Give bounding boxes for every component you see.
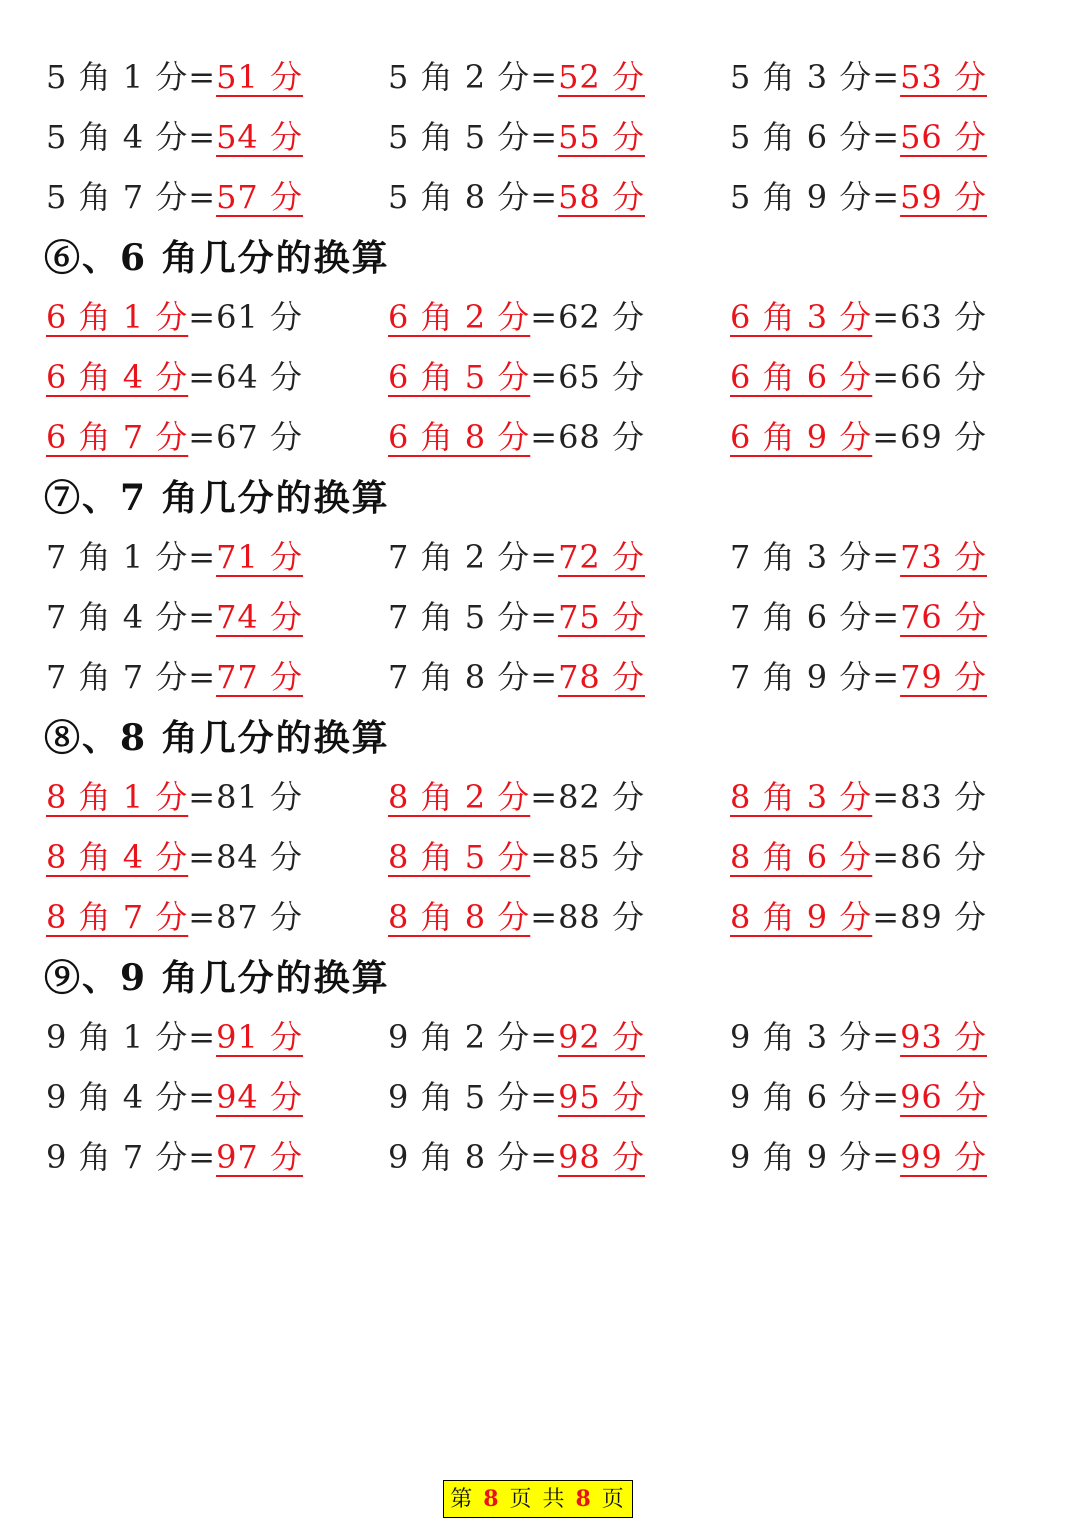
exercise-item bbox=[388, 1072, 645, 1122]
answer-text: 59 分 bbox=[900, 178, 987, 216]
exercise-item bbox=[388, 1132, 645, 1182]
exercise-item bbox=[46, 592, 303, 642]
exercise-item bbox=[46, 352, 303, 402]
answer-text: 52 分 bbox=[558, 58, 645, 96]
answer-text: 92 分 bbox=[558, 1018, 645, 1056]
question-text: 7 角 8 分= bbox=[388, 658, 559, 696]
answer-text: 6 角 7 分 bbox=[46, 418, 189, 456]
section-heading-6: ⑥、6 角几分的换算 bbox=[44, 237, 390, 279]
block8-row-1 bbox=[0, 772, 1080, 832]
question-text: 7 角 7 分= bbox=[46, 658, 217, 696]
exercise-item bbox=[46, 172, 303, 222]
question-text: =66 分 bbox=[872, 358, 987, 396]
exercise-item bbox=[46, 52, 303, 102]
question-text: 7 角 2 分= bbox=[388, 538, 559, 576]
exercise-item bbox=[730, 412, 987, 462]
question-text: 9 角 9 分= bbox=[730, 1138, 901, 1176]
answer-text: 8 角 4 分 bbox=[46, 838, 189, 876]
page-number: 8 bbox=[483, 1486, 501, 1512]
question-text: 5 角 2 分= bbox=[388, 58, 559, 96]
question-text: 7 角 3 分= bbox=[730, 538, 901, 576]
answer-text: 6 角 2 分 bbox=[388, 298, 531, 336]
exercise-item bbox=[730, 1132, 987, 1182]
question-text: =69 分 bbox=[872, 418, 987, 456]
answer-text: 78 分 bbox=[558, 658, 645, 696]
exercise-item bbox=[46, 1132, 303, 1182]
block6-row-1 bbox=[0, 292, 1080, 352]
block9-row-2 bbox=[0, 1072, 1080, 1132]
exercise-item bbox=[388, 592, 645, 642]
question-text: 7 角 6 分= bbox=[730, 598, 901, 636]
exercise-item bbox=[46, 892, 303, 942]
block8-row-3 bbox=[0, 892, 1080, 952]
question-text: =63 分 bbox=[872, 298, 987, 336]
question-text: =89 分 bbox=[872, 898, 987, 936]
block7-row-3 bbox=[0, 652, 1080, 712]
exercise-item bbox=[730, 652, 987, 702]
question-text: 5 角 9 分= bbox=[730, 178, 901, 216]
answer-text: 98 分 bbox=[558, 1138, 645, 1176]
question-text: 9 角 1 分= bbox=[46, 1018, 217, 1056]
exercise-item bbox=[46, 832, 303, 882]
answer-text: 8 角 2 分 bbox=[388, 778, 531, 816]
answer-text: 6 角 1 分 bbox=[46, 298, 189, 336]
question-text: 7 角 5 分= bbox=[388, 598, 559, 636]
exercise-item bbox=[388, 52, 645, 102]
exercise-item bbox=[730, 532, 987, 582]
block8-row-2 bbox=[0, 832, 1080, 892]
question-text: 5 角 8 分= bbox=[388, 178, 559, 216]
answer-text: 6 角 5 分 bbox=[388, 358, 531, 396]
page-indicator bbox=[443, 1480, 633, 1518]
question-text: =82 分 bbox=[530, 778, 645, 816]
page-middle: 页 共 bbox=[500, 1487, 576, 1512]
exercise-item bbox=[388, 112, 645, 162]
answer-text: 75 分 bbox=[558, 598, 645, 636]
exercise-item bbox=[388, 832, 645, 882]
answer-text: 56 分 bbox=[900, 118, 987, 156]
question-text: =61 分 bbox=[188, 298, 303, 336]
question-text: =65 分 bbox=[530, 358, 645, 396]
answer-text: 95 分 bbox=[558, 1078, 645, 1116]
answer-text: 94 分 bbox=[216, 1078, 303, 1116]
question-text: =83 分 bbox=[872, 778, 987, 816]
question-text: 5 角 6 分= bbox=[730, 118, 901, 156]
exercise-item bbox=[46, 1012, 303, 1062]
answer-text: 6 角 3 分 bbox=[730, 298, 873, 336]
answer-text: 6 角 4 分 bbox=[46, 358, 189, 396]
question-text: =86 分 bbox=[872, 838, 987, 876]
question-text: =87 分 bbox=[188, 898, 303, 936]
question-text: 9 角 5 分= bbox=[388, 1078, 559, 1116]
exercise-item bbox=[730, 1072, 987, 1122]
exercise-item bbox=[388, 292, 645, 342]
question-text: 9 角 4 分= bbox=[46, 1078, 217, 1116]
block6-row-3 bbox=[0, 412, 1080, 472]
block6-row-2 bbox=[0, 352, 1080, 412]
question-text: =67 分 bbox=[188, 418, 303, 456]
block9-row-3 bbox=[0, 1132, 1080, 1192]
block5-row-2 bbox=[0, 112, 1080, 172]
answer-text: 77 分 bbox=[216, 658, 303, 696]
question-text: =62 分 bbox=[530, 298, 645, 336]
answer-text: 6 角 8 分 bbox=[388, 418, 531, 456]
block7-row-1 bbox=[0, 532, 1080, 592]
answer-text: 57 分 bbox=[216, 178, 303, 216]
exercise-item bbox=[730, 892, 987, 942]
answer-text: 71 分 bbox=[216, 538, 303, 576]
answer-text: 6 角 9 分 bbox=[730, 418, 873, 456]
question-text: 5 角 1 分= bbox=[46, 58, 217, 96]
exercise-item bbox=[730, 832, 987, 882]
question-text: 9 角 6 分= bbox=[730, 1078, 901, 1116]
answer-text: 97 分 bbox=[216, 1138, 303, 1176]
question-text: =81 分 bbox=[188, 778, 303, 816]
exercise-item bbox=[388, 1012, 645, 1062]
question-text: =68 分 bbox=[530, 418, 645, 456]
block5-row-3 bbox=[0, 172, 1080, 232]
exercise-item bbox=[46, 1072, 303, 1122]
answer-text: 79 分 bbox=[900, 658, 987, 696]
exercise-item bbox=[388, 172, 645, 222]
exercise-item bbox=[730, 172, 987, 222]
block9-row-1 bbox=[0, 1012, 1080, 1072]
question-text: 9 角 2 分= bbox=[388, 1018, 559, 1056]
answer-text: 8 角 9 分 bbox=[730, 898, 873, 936]
exercise-item bbox=[730, 352, 987, 402]
exercise-item bbox=[46, 112, 303, 162]
question-text: 5 角 3 分= bbox=[730, 58, 901, 96]
section-heading-9: ⑨、9 角几分的换算 bbox=[44, 957, 390, 999]
answer-text: 96 分 bbox=[900, 1078, 987, 1116]
exercise-item bbox=[388, 352, 645, 402]
answer-text: 6 角 6 分 bbox=[730, 358, 873, 396]
exercise-item bbox=[388, 772, 645, 822]
answer-text: 8 角 8 分 bbox=[388, 898, 531, 936]
answer-text: 73 分 bbox=[900, 538, 987, 576]
exercise-item bbox=[730, 112, 987, 162]
page-suffix: 页 bbox=[592, 1487, 626, 1512]
exercise-item bbox=[46, 292, 303, 342]
page-total: 8 bbox=[575, 1486, 593, 1512]
answer-text: 72 分 bbox=[558, 538, 645, 576]
answer-text: 51 分 bbox=[216, 58, 303, 96]
question-text: 9 角 8 分= bbox=[388, 1138, 559, 1176]
answer-text: 55 分 bbox=[558, 118, 645, 156]
answer-text: 8 角 6 分 bbox=[730, 838, 873, 876]
question-text: 5 角 7 分= bbox=[46, 178, 217, 216]
section-heading-8: ⑧、8 角几分的换算 bbox=[44, 717, 390, 759]
exercise-item bbox=[46, 772, 303, 822]
exercise-item bbox=[730, 292, 987, 342]
answer-text: 53 分 bbox=[900, 58, 987, 96]
exercise-item bbox=[46, 412, 303, 462]
question-text: =88 分 bbox=[530, 898, 645, 936]
question-text: 7 角 9 分= bbox=[730, 658, 901, 696]
exercise-item bbox=[730, 1012, 987, 1062]
question-text: 7 角 4 分= bbox=[46, 598, 217, 636]
answer-text: 91 分 bbox=[216, 1018, 303, 1056]
block7-row-2 bbox=[0, 592, 1080, 652]
answer-text: 8 角 5 分 bbox=[388, 838, 531, 876]
exercise-item bbox=[730, 772, 987, 822]
exercise-item bbox=[46, 532, 303, 582]
question-text: 9 角 3 分= bbox=[730, 1018, 901, 1056]
answer-text: 8 角 1 分 bbox=[46, 778, 189, 816]
section-heading-7: ⑦、7 角几分的换算 bbox=[44, 477, 390, 519]
question-text: 5 角 4 分= bbox=[46, 118, 217, 156]
exercise-item bbox=[388, 532, 645, 582]
question-text: =85 分 bbox=[530, 838, 645, 876]
question-text: =64 分 bbox=[188, 358, 303, 396]
exercise-item bbox=[388, 892, 645, 942]
answer-text: 99 分 bbox=[900, 1138, 987, 1176]
question-text: 7 角 1 分= bbox=[46, 538, 217, 576]
question-text: 9 角 7 分= bbox=[46, 1138, 217, 1176]
exercise-item bbox=[730, 592, 987, 642]
answer-text: 76 分 bbox=[900, 598, 987, 636]
question-text: =84 分 bbox=[188, 838, 303, 876]
answer-text: 8 角 3 分 bbox=[730, 778, 873, 816]
exercise-item bbox=[388, 652, 645, 702]
answer-text: 74 分 bbox=[216, 598, 303, 636]
answer-text: 8 角 7 分 bbox=[46, 898, 189, 936]
exercise-item bbox=[388, 412, 645, 462]
block5-row-1 bbox=[0, 52, 1080, 112]
answer-text: 54 分 bbox=[216, 118, 303, 156]
question-text: 5 角 5 分= bbox=[388, 118, 559, 156]
exercise-item bbox=[730, 52, 987, 102]
exercise-item bbox=[46, 652, 303, 702]
page-prefix: 第 bbox=[450, 1487, 484, 1512]
answer-text: 58 分 bbox=[558, 178, 645, 216]
answer-text: 93 分 bbox=[900, 1018, 987, 1056]
